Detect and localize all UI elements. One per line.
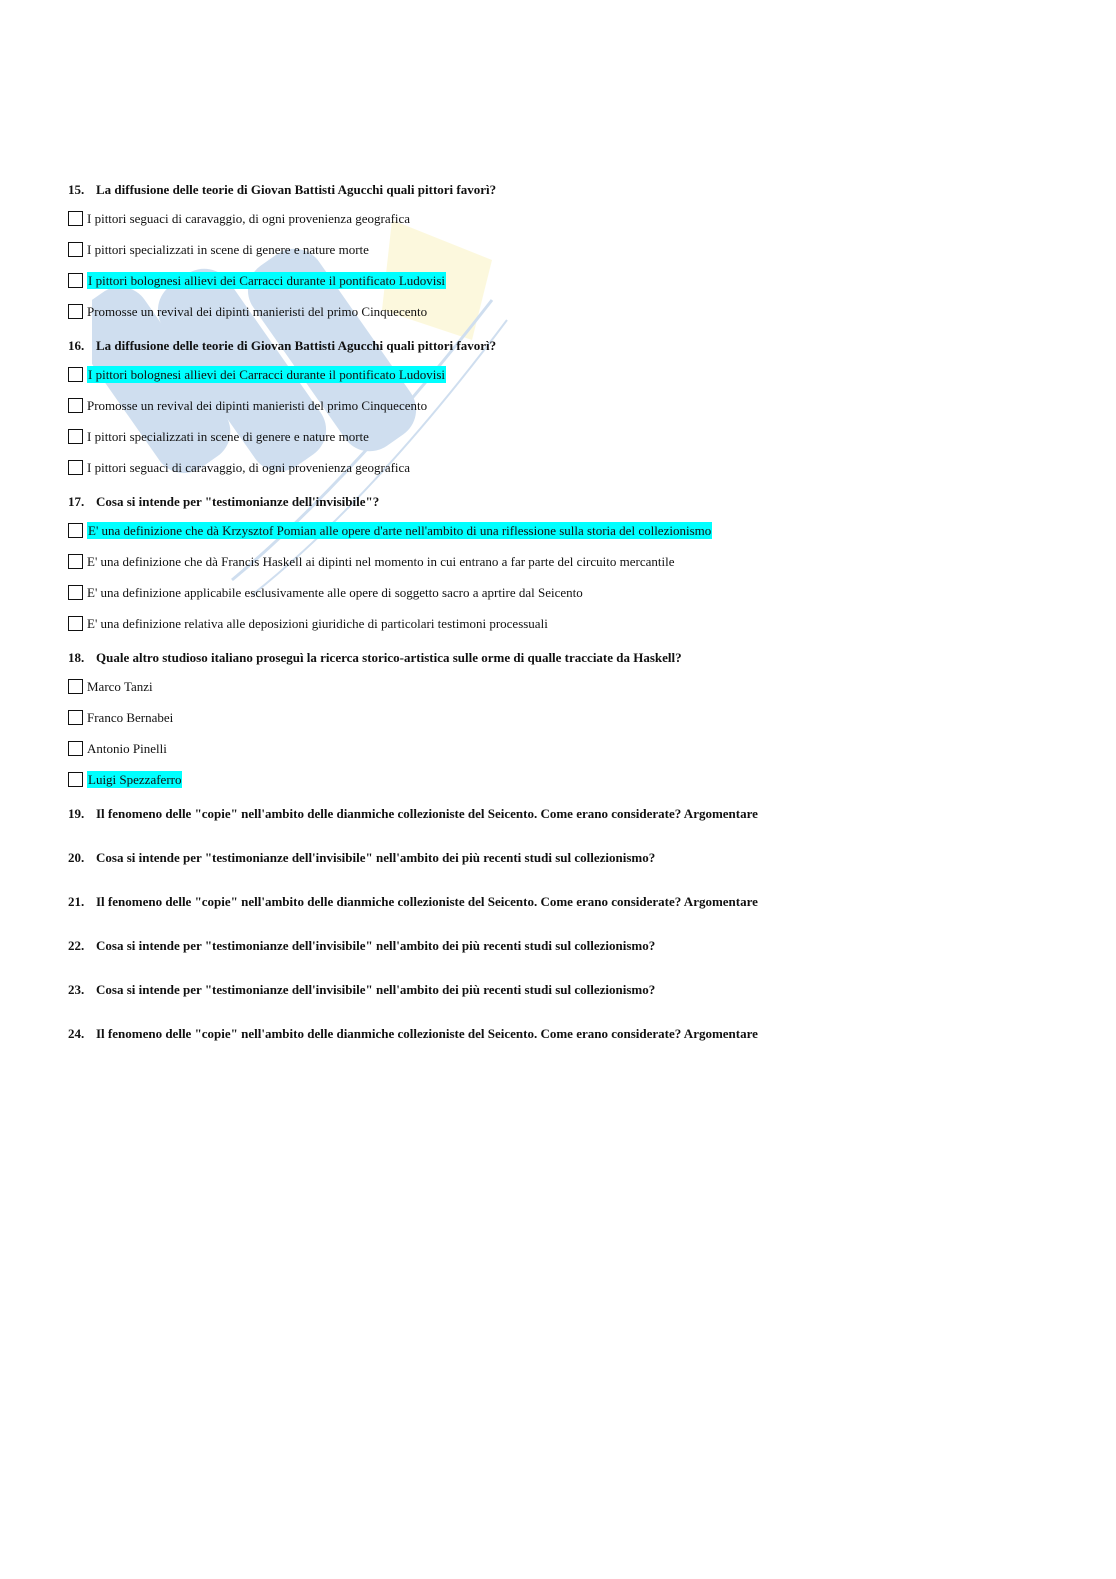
question-number: 16. (68, 338, 85, 353)
checkbox[interactable] (68, 460, 83, 475)
question-17 (68, 492, 1068, 633)
checkbox[interactable] (68, 616, 83, 631)
option-item[interactable] (68, 551, 1068, 571)
open-question-21 (68, 892, 1068, 912)
option-item[interactable] (68, 208, 1068, 228)
option-item[interactable] (68, 270, 1068, 290)
option-text: I pittori seguaci di caravaggio, di ogni provenienza geografica (87, 459, 411, 475)
question-text: Il fenomeno delle "copie" nell'ambito delle dianmiche collezioniste del Seicento. Come erano considerate? Argomentare (96, 1026, 758, 1041)
checkbox[interactable] (68, 679, 83, 694)
checkbox[interactable] (68, 523, 83, 538)
question-number: 21. (68, 894, 85, 909)
question-number: 22. (68, 938, 85, 953)
question-title (68, 336, 1068, 356)
option-text: E' una definizione che dà Francis Haskell ai dipinti nel momento in cui entrano a far parte del circuito mercantile (87, 553, 675, 569)
checkbox[interactable] (68, 211, 83, 226)
checkbox[interactable] (68, 585, 83, 600)
option-text: Promosse un revival dei dipinti manieristi del primo Cinquecento (87, 397, 428, 413)
question-text: Cosa si intende per "testimonianze dell'invisibile"? (96, 494, 380, 509)
option-text: E' una definizione relativa alle deposizioni giuridiche di particolari testimoni processuali (87, 615, 548, 631)
question-title (68, 648, 1068, 668)
option-item[interactable] (68, 676, 1068, 696)
option-text-highlighted: Luigi Spezzaferro (88, 771, 182, 787)
option-text: Franco Bernabei (87, 709, 174, 725)
question-16 (68, 336, 1068, 477)
option-item[interactable] (68, 707, 1068, 727)
question-15 (68, 180, 1068, 321)
open-question-23 (68, 980, 1068, 1000)
option-text: Marco Tanzi (87, 678, 153, 694)
option-text-highlighted: I pittori bolognesi allievi dei Carracci durante il pontificato Ludovisi (88, 366, 446, 382)
option-item[interactable] (68, 738, 1068, 758)
open-question-22 (68, 936, 1068, 956)
option-text: Antonio Pinelli (87, 740, 167, 756)
question-title (68, 492, 1068, 512)
option-item[interactable] (68, 769, 1068, 789)
question-number: 19. (68, 806, 85, 821)
question-text: Quale altro studioso italiano proseguì la ricerca storico-artistica sulle orme di qualle tracciate da Haskell? (96, 650, 682, 665)
option-text: I pittori specializzati in scene di genere e nature morte (87, 241, 369, 257)
question-18 (68, 648, 1068, 789)
checkbox[interactable] (68, 554, 83, 569)
checkbox[interactable] (68, 710, 83, 725)
option-item[interactable] (68, 395, 1068, 415)
option-text: I pittori seguaci di caravaggio, di ogni provenienza geografica (87, 210, 411, 226)
option-text: Promosse un revival dei dipinti manieristi del primo Cinquecento (87, 303, 428, 319)
checkbox[interactable] (68, 398, 83, 413)
checkbox[interactable] (68, 273, 83, 288)
option-text-highlighted: E' una definizione che dà Krzysztof Pomian alle opere d'arte nell'ambito di una riflessione sulla storia del collezionismo (88, 522, 712, 538)
question-title (68, 180, 1068, 200)
options-list (68, 520, 1068, 633)
options-list (68, 364, 1068, 477)
checkbox[interactable] (68, 429, 83, 444)
question-text: Cosa si intende per "testimonianze dell'invisibile" nell'ambito dei più recenti studi sul collezionismo? (96, 938, 656, 953)
question-text: Il fenomeno delle "copie" nell'ambito delle dianmiche collezioniste del Seicento. Come erano considerate? Argomentare (96, 806, 758, 821)
option-item[interactable] (68, 364, 1068, 384)
option-item[interactable] (68, 239, 1068, 259)
option-item[interactable] (68, 613, 1068, 633)
open-question-19 (68, 804, 1068, 824)
checkbox[interactable] (68, 741, 83, 756)
question-number: 18. (68, 650, 85, 665)
option-text-highlighted: I pittori bolognesi allievi dei Carracci durante il pontificato Ludovisi (88, 272, 446, 288)
option-text: I pittori specializzati in scene di genere e nature morte (87, 428, 369, 444)
option-text: E' una definizione applicabile esclusivamente alle opere di soggetto sacro a aprtire dal Seicento (87, 584, 583, 600)
options-list (68, 208, 1068, 321)
questions-content (68, 180, 1068, 1068)
option-item[interactable] (68, 301, 1068, 321)
question-number: 20. (68, 850, 85, 865)
option-item[interactable] (68, 582, 1068, 602)
question-number: 17. (68, 494, 85, 509)
question-text: Il fenomeno delle "copie" nell'ambito delle dianmiche collezioniste del Seicento. Come erano considerate? Argomentare (96, 894, 758, 909)
question-text: La diffusione delle teorie di Giovan Battisti Agucchi quali pittori favorì? (96, 338, 497, 353)
option-item[interactable] (68, 520, 1068, 540)
open-question-24 (68, 1024, 1068, 1044)
checkbox[interactable] (68, 242, 83, 257)
open-question-20 (68, 848, 1068, 868)
question-number: 24. (68, 1026, 85, 1041)
options-list (68, 676, 1068, 789)
checkbox[interactable] (68, 772, 83, 787)
checkbox[interactable] (68, 304, 83, 319)
checkbox[interactable] (68, 367, 83, 382)
question-number: 15. (68, 182, 85, 197)
question-text: La diffusione delle teorie di Giovan Battisti Agucchi quali pittori favorì? (96, 182, 497, 197)
option-item[interactable] (68, 426, 1068, 446)
question-number: 23. (68, 982, 85, 997)
question-text: Cosa si intende per "testimonianze dell'invisibile" nell'ambito dei più recenti studi sul collezionismo? (96, 982, 656, 997)
question-text: Cosa si intende per "testimonianze dell'invisibile" nell'ambito dei più recenti studi sul collezionismo? (96, 850, 656, 865)
option-item[interactable] (68, 457, 1068, 477)
